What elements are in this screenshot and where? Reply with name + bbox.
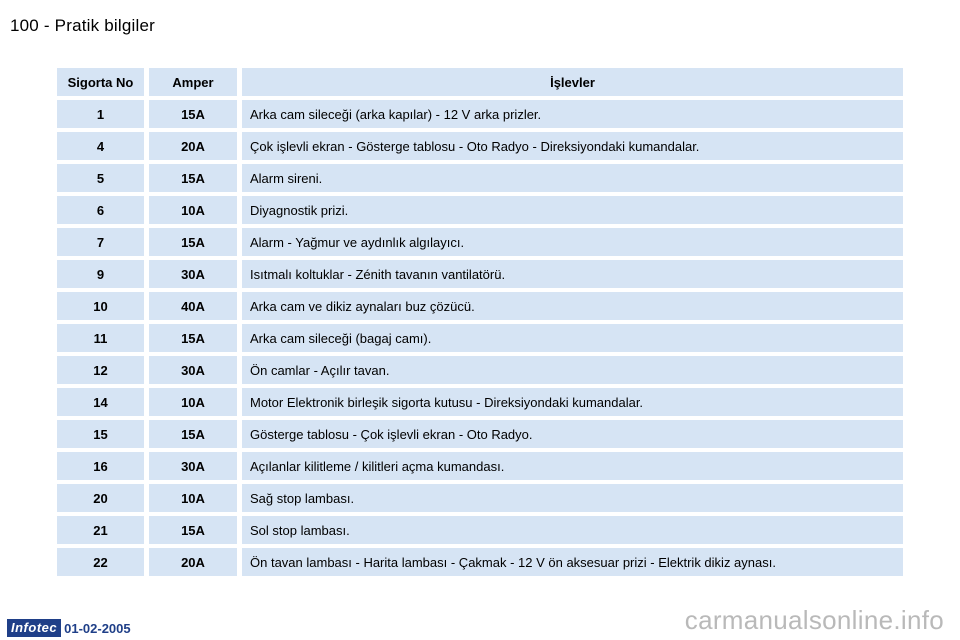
amperage-cell: 10A xyxy=(149,196,242,228)
function-cell: Alarm - Yağmur ve aydınlık algılayıcı. xyxy=(242,228,903,260)
fuse-number-cell: 4 xyxy=(57,132,149,164)
fuse-table xyxy=(57,68,903,580)
table-row xyxy=(57,260,903,292)
table-row xyxy=(57,484,903,516)
function-cell: Isıtmalı koltuklar - Zénith tavanın vantilatörü. xyxy=(242,260,903,292)
function-cell: Açılanlar kilitleme / kilitleri açma kumandası. xyxy=(242,452,903,484)
fuse-number-cell: 9 xyxy=(57,260,149,292)
table-row xyxy=(57,324,903,356)
column-header-fuse-no: Sigorta No xyxy=(57,68,149,100)
fuse-number-cell: 12 xyxy=(57,356,149,388)
fuse-number-cell: 21 xyxy=(57,516,149,548)
fuse-number-cell: 20 xyxy=(57,484,149,516)
table-row xyxy=(57,452,903,484)
amperage-cell: 20A xyxy=(149,132,242,164)
amperage-cell: 10A xyxy=(149,484,242,516)
function-cell: Çok işlevli ekran - Gösterge tablosu - Oto Radyo - Direksiyondaki kumandalar. xyxy=(242,132,903,164)
fuse-number-cell: 10 xyxy=(57,292,149,324)
function-cell: Sağ stop lambası. xyxy=(242,484,903,516)
amperage-cell: 15A xyxy=(149,324,242,356)
table-row xyxy=(57,548,903,580)
table-row xyxy=(57,164,903,196)
fuse-number-cell: 1 xyxy=(57,100,149,132)
page-title: 100 - Pratik bilgiler xyxy=(10,16,155,35)
function-cell: Ön camlar - Açılır tavan. xyxy=(242,356,903,388)
table-row xyxy=(57,100,903,132)
fuse-number-cell: 7 xyxy=(57,228,149,260)
function-cell: Motor Elektronik birleşik sigorta kutusu - Direksiyondaki kumandalar. xyxy=(242,388,903,420)
function-cell: Sol stop lambası. xyxy=(242,516,903,548)
table-row xyxy=(57,292,903,324)
table-row xyxy=(57,196,903,228)
column-header-amper: Amper xyxy=(149,68,242,100)
amperage-cell: 15A xyxy=(149,516,242,548)
fuse-number-cell: 5 xyxy=(57,164,149,196)
function-cell: Ön tavan lambası - Harita lambası - Çakmak - 12 V ön aksesuar prizi - Elektrik dikiz aynası. xyxy=(242,548,903,580)
table-row xyxy=(57,132,903,164)
function-cell: Arka cam sileceği (arka kapılar) - 12 V arka prizler. xyxy=(242,100,903,132)
function-cell: Arka cam sileceği (bagaj camı). xyxy=(242,324,903,356)
fuse-number-cell: 15 xyxy=(57,420,149,452)
fuse-number-cell: 11 xyxy=(57,324,149,356)
amperage-cell: 15A xyxy=(149,164,242,196)
fuse-number-cell: 14 xyxy=(57,388,149,420)
table-header-row xyxy=(57,68,903,100)
amperage-cell: 15A xyxy=(149,228,242,260)
amperage-cell: 40A xyxy=(149,292,242,324)
watermark: carmanualsonline.info xyxy=(684,605,944,635)
fuse-number-cell: 16 xyxy=(57,452,149,484)
function-cell: Gösterge tablosu - Çok işlevli ekran - Oto Radyo. xyxy=(242,420,903,452)
amperage-cell: 30A xyxy=(149,452,242,484)
table-row xyxy=(57,516,903,548)
fuse-number-cell: 6 xyxy=(57,196,149,228)
column-header-functions: İşlevler xyxy=(242,68,903,100)
amperage-cell: 15A xyxy=(149,100,242,132)
fuse-number-cell: 22 xyxy=(57,548,149,580)
table-row xyxy=(57,388,903,420)
table-row xyxy=(57,356,903,388)
amperage-cell: 15A xyxy=(149,420,242,452)
footer-date: 01-02-2005 xyxy=(64,620,131,636)
amperage-cell: 20A xyxy=(149,548,242,580)
function-cell: Alarm sireni. xyxy=(242,164,903,196)
footer-brand xyxy=(7,619,131,637)
amperage-cell: 30A xyxy=(149,260,242,292)
amperage-cell: 10A xyxy=(149,388,242,420)
function-cell: Arka cam ve dikiz aynaları buz çözücü. xyxy=(242,292,903,324)
function-cell: Diyagnostik prizi. xyxy=(242,196,903,228)
infotec-logo: Infotec xyxy=(7,619,61,637)
table-row xyxy=(57,420,903,452)
amperage-cell: 30A xyxy=(149,356,242,388)
table-row xyxy=(57,228,903,260)
